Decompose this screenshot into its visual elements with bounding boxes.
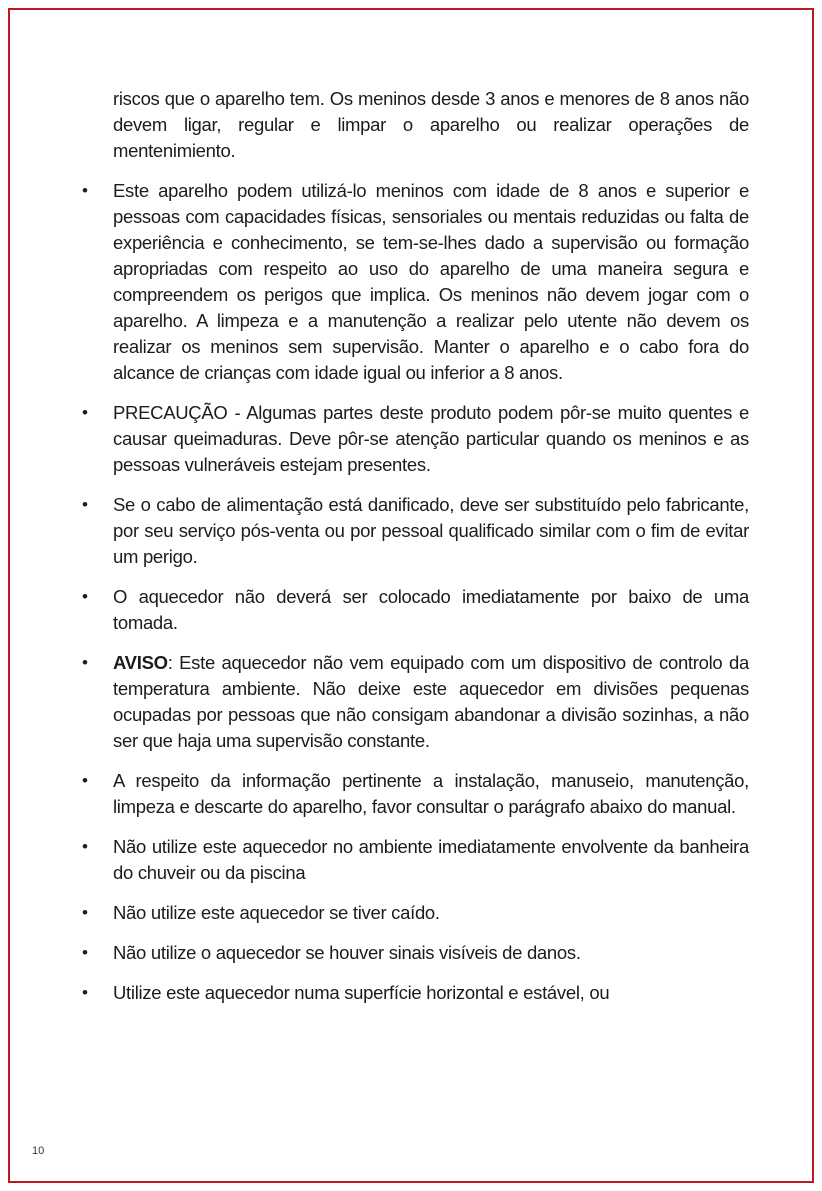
bullet-text: A respeito da informação pertinente a instalação, manuseio, manutenção, limpeza e descarte do aparelho, favor consultar o parágrafo abaixo do manual. xyxy=(113,770,749,817)
bullet-icon: • xyxy=(82,771,88,790)
list-item xyxy=(82,584,749,636)
bullet-text: Não utilize este aquecedor se tiver caído. xyxy=(113,902,440,923)
bullet-text: Este aparelho podem utilizá-lo meninos com idade de 8 anos e superior e pessoas com capacidades físicas, sensoriales ou mentais reduzidas ou falta de experiência e conhecimento, se tem-se-lhes dado a supervisão ou formação apropriadas com respeito ao uso do aparelho de uma maneira segura e compreendem os perigos que implica. Os meninos não devem jogar com o aparelho. A limpeza e a manutenção a realizar pelo utente não devem os realizar os meninos sem supervisão. Manter o aparelho e o cabo fora do alcance de crianças com idade igual ou inferior a 8 anos. xyxy=(113,180,749,383)
bullet-icon: • xyxy=(82,587,88,606)
list-item xyxy=(82,400,749,478)
bullet-bold-lead: AVISO xyxy=(113,652,168,673)
list-item xyxy=(82,768,749,820)
intro-paragraph: riscos que o aparelho tem. Os meninos desde 3 anos e menores de 8 anos não devem ligar, regular e limpar o aparelho ou realizar operações de mentenimiento. xyxy=(113,88,749,161)
bullet-icon: • xyxy=(82,181,88,200)
list-item xyxy=(82,492,749,570)
page-number: 10 xyxy=(32,1145,45,1157)
bullet-icon: • xyxy=(82,903,88,922)
bullet-icon: • xyxy=(82,403,88,422)
bullet-icon: • xyxy=(82,943,88,962)
list-item xyxy=(82,178,749,386)
bullet-text: PRECAUÇÃO - Algumas partes deste produto podem pôr-se muito quentes e causar queimaduras. Deve pôr-se atenção particular quando os meninos e as pessoas vulneráveis estejam presentes. xyxy=(113,402,749,475)
bullet-text: Não utilize este aquecedor no ambiente imediatamente envolvente da banheira do chuveir ou da piscina xyxy=(113,836,749,883)
list-item xyxy=(82,940,749,966)
bullet-text: Utilize este aquecedor numa superfície horizontal e estável, ou xyxy=(113,982,610,1003)
bullet-icon: • xyxy=(82,983,88,1002)
bullet-icon: • xyxy=(82,837,88,856)
list-item xyxy=(82,834,749,886)
bullet-icon: • xyxy=(82,495,88,514)
manual-page-content xyxy=(82,86,749,1020)
safety-bullet-list xyxy=(82,178,749,1006)
bullet-text: Se o cabo de alimentação está danificado, deve ser substituído pelo fabricante, por seu serviço pós-venta ou por pessoal qualificado similar com o fim de evitar um perigo. xyxy=(113,494,749,567)
bullet-icon: • xyxy=(82,653,88,672)
bullet-text: Não utilize o aquecedor se houver sinais visíveis de danos. xyxy=(113,942,581,963)
list-item xyxy=(82,980,749,1006)
bullet-text: O aquecedor não deverá ser colocado imediatamente por baixo de uma tomada. xyxy=(113,586,749,633)
list-item xyxy=(82,900,749,926)
bullet-text: : Este aquecedor não vem equipado com um dispositivo de controlo da temperatura ambiente. Não deixe este aquecedor em divisões pequenas ocupadas por pessoas que não consigam abandonar a divisão sozinhas, a não ser que haja uma supervisão constante. xyxy=(113,652,749,751)
list-item xyxy=(82,650,749,754)
